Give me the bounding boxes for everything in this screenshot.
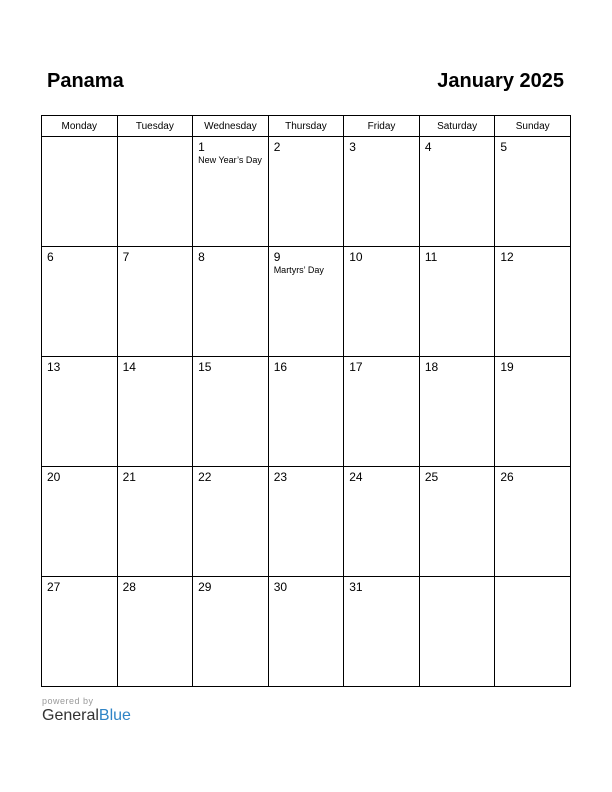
day-cell bbox=[344, 467, 420, 577]
day-cell bbox=[495, 137, 571, 247]
weekday-header-row bbox=[42, 116, 571, 137]
branding bbox=[42, 696, 131, 725]
generalblue-logo[interactable] bbox=[42, 707, 131, 725]
day-cell bbox=[193, 577, 269, 687]
day-number: 17 bbox=[349, 360, 363, 374]
day-number: 8 bbox=[198, 250, 205, 264]
day-number: 31 bbox=[349, 580, 363, 594]
day-cell bbox=[193, 247, 269, 357]
day-number: 1 bbox=[198, 140, 205, 154]
powered-by-text: powered by bbox=[42, 696, 94, 706]
day-number: 30 bbox=[273, 580, 288, 594]
day-number: 11 bbox=[424, 250, 438, 264]
week-row bbox=[42, 357, 571, 467]
day-cell bbox=[117, 137, 193, 247]
holiday-label: New Year’s Day bbox=[198, 155, 262, 165]
day-number: 4 bbox=[424, 140, 432, 154]
day-cell bbox=[344, 247, 420, 357]
day-number: 12 bbox=[500, 250, 514, 264]
day-cell bbox=[268, 137, 344, 247]
day-cell bbox=[495, 467, 571, 577]
weekday-header: Monday bbox=[42, 116, 118, 137]
day-cell bbox=[419, 467, 495, 577]
day-number: 18 bbox=[424, 360, 439, 374]
day-number: 16 bbox=[273, 360, 288, 374]
day-cell bbox=[42, 577, 118, 687]
day-cell bbox=[42, 467, 118, 577]
day-cell bbox=[193, 467, 269, 577]
day-cell bbox=[42, 247, 118, 357]
day-cell bbox=[268, 577, 344, 687]
day-cell bbox=[42, 357, 118, 467]
day-number: 5 bbox=[500, 140, 508, 154]
weekday-header: Tuesday bbox=[117, 116, 193, 137]
day-number: 24 bbox=[349, 470, 363, 484]
day-number: 19 bbox=[500, 360, 514, 374]
week-row bbox=[42, 137, 571, 247]
weekday-header: Thursday bbox=[268, 116, 344, 137]
day-cell bbox=[268, 247, 344, 357]
day-cell bbox=[495, 247, 571, 357]
calendar-grid bbox=[41, 115, 571, 687]
day-cell bbox=[268, 467, 344, 577]
day-cell bbox=[344, 577, 420, 687]
logo-general-text: General bbox=[42, 707, 99, 724]
day-number: 3 bbox=[349, 140, 356, 154]
day-cell bbox=[117, 357, 193, 467]
month-year-title: January 2025 bbox=[437, 70, 564, 92]
day-number: 20 bbox=[47, 470, 61, 484]
day-number: 14 bbox=[122, 360, 136, 374]
logo-blue-text: Blue bbox=[98, 707, 131, 724]
day-cell bbox=[117, 247, 193, 357]
day-cell bbox=[419, 357, 495, 467]
day-number: 21 bbox=[122, 470, 136, 484]
week-row bbox=[42, 577, 571, 687]
day-cell bbox=[117, 467, 193, 577]
holiday-label: Martyrs’ Day bbox=[273, 265, 324, 275]
weekday-header: Saturday bbox=[419, 116, 495, 137]
day-cell bbox=[42, 137, 118, 247]
week-row bbox=[42, 467, 571, 577]
day-cell bbox=[193, 137, 269, 247]
weekday-header: Friday bbox=[344, 116, 420, 137]
day-number: 13 bbox=[47, 360, 61, 374]
day-number: 22 bbox=[198, 470, 212, 484]
day-number: 6 bbox=[47, 250, 54, 264]
day-cell bbox=[193, 357, 269, 467]
day-number: 7 bbox=[122, 250, 130, 264]
day-number: 15 bbox=[198, 360, 212, 374]
weekday-header: Wednesday bbox=[193, 116, 269, 137]
day-number: 23 bbox=[273, 470, 288, 484]
day-number: 27 bbox=[47, 580, 61, 594]
day-number: 29 bbox=[198, 580, 212, 594]
day-number: 2 bbox=[273, 140, 281, 154]
day-cell bbox=[495, 357, 571, 467]
day-cell bbox=[495, 577, 571, 687]
day-number: 26 bbox=[500, 470, 514, 484]
weekday-header: Sunday bbox=[495, 116, 571, 137]
day-number: 28 bbox=[122, 580, 136, 594]
day-number: 25 bbox=[424, 470, 439, 484]
week-row bbox=[42, 247, 571, 357]
day-cell bbox=[117, 577, 193, 687]
day-cell bbox=[419, 577, 495, 687]
country-title: Panama bbox=[47, 70, 124, 92]
day-number: 10 bbox=[349, 250, 363, 264]
day-cell bbox=[344, 357, 420, 467]
day-cell bbox=[268, 357, 344, 467]
day-cell bbox=[419, 137, 495, 247]
day-cell bbox=[419, 247, 495, 357]
day-cell bbox=[344, 137, 420, 247]
day-number: 9 bbox=[273, 250, 281, 264]
